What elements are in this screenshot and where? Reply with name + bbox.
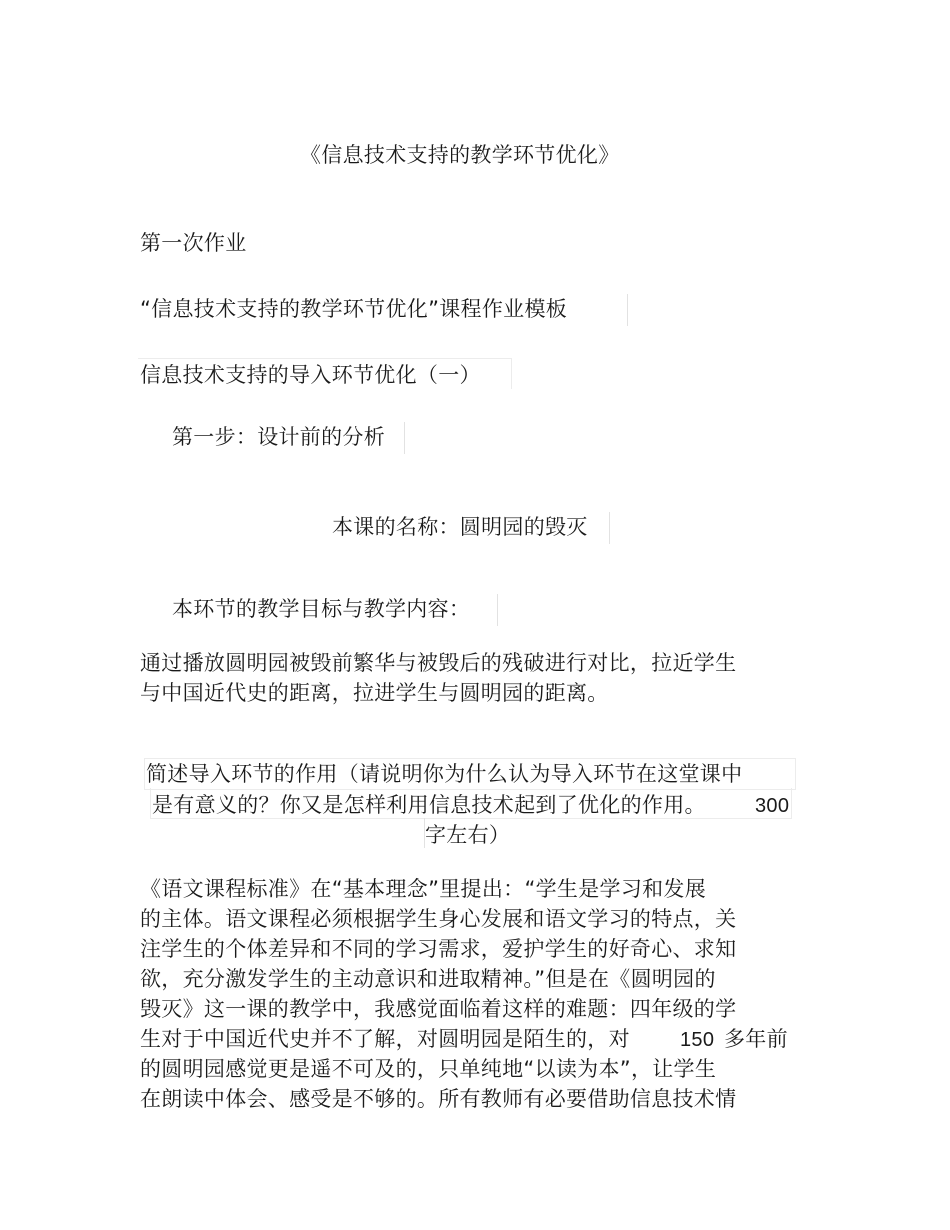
- body-line: 的圆明园感觉更是遥不可及的，只单纯地“以读为本”，让学生: [140, 1057, 717, 1081]
- step-one-heading: 第一步：设计前的分析: [172, 425, 385, 449]
- divider: [627, 294, 628, 326]
- body-line: 欲，充分激发学生的主动意识和进取精神。”但是在《圆明园的: [140, 967, 716, 991]
- body-line: 多年前: [724, 1027, 788, 1051]
- objectives-label: 本环节的教学目标与教学内容：: [172, 597, 471, 621]
- body-line: 在朗读中体会、感受是不够的。所有教师有必要借助信息技术情: [140, 1087, 737, 1111]
- objectives-line: 与中国近代史的距离，拉进学生与圆明园的距离。: [140, 681, 609, 705]
- divider: [497, 594, 498, 626]
- body-line: 毁灭》这一课的教学中，我感觉面临着这样的难题：四年级的学: [140, 997, 737, 1021]
- divider: [609, 512, 610, 544]
- prompt-line: 字左右）: [425, 823, 511, 847]
- assignment-heading: 第一次作业: [140, 231, 247, 255]
- divider: [404, 422, 405, 454]
- document-title: 《信息技术支持的教学环节优化》: [300, 143, 620, 167]
- prompt-line: 简述导入环节的作用（请说明你为什么认为导入环节在这堂课中: [146, 762, 743, 786]
- body-line: 《语文课程标准》在“基本理念”里提出：“学生是学习和发展: [140, 877, 707, 901]
- body-number: 150: [680, 1029, 715, 1051]
- body-line: 生对于中国近代史并不了解，对圆明园是陌生的，对: [140, 1027, 630, 1051]
- template-title: “信息技术支持的教学环节优化”课程作业模板: [140, 297, 568, 321]
- body-line: 注学生的个体差异和不同的学习需求，爱护学生的好奇心、求知: [140, 937, 737, 961]
- course-name: 本课的名称：圆明园的毁灭: [332, 515, 588, 539]
- prompt-word-count: 300: [755, 795, 790, 817]
- objectives-line: 通过播放圆明园被毁前繁华与被毁后的残破进行对比，拉近学生: [140, 651, 737, 675]
- body-line: 的主体。语文课程必须根据学生身心发展和语文学习的特点，关: [140, 907, 737, 931]
- section-title: 信息技术支持的导入环节优化（一）: [140, 363, 481, 387]
- prompt-line: 是有意义的？你又是怎样利用信息技术起到了优化的作用。: [152, 793, 706, 817]
